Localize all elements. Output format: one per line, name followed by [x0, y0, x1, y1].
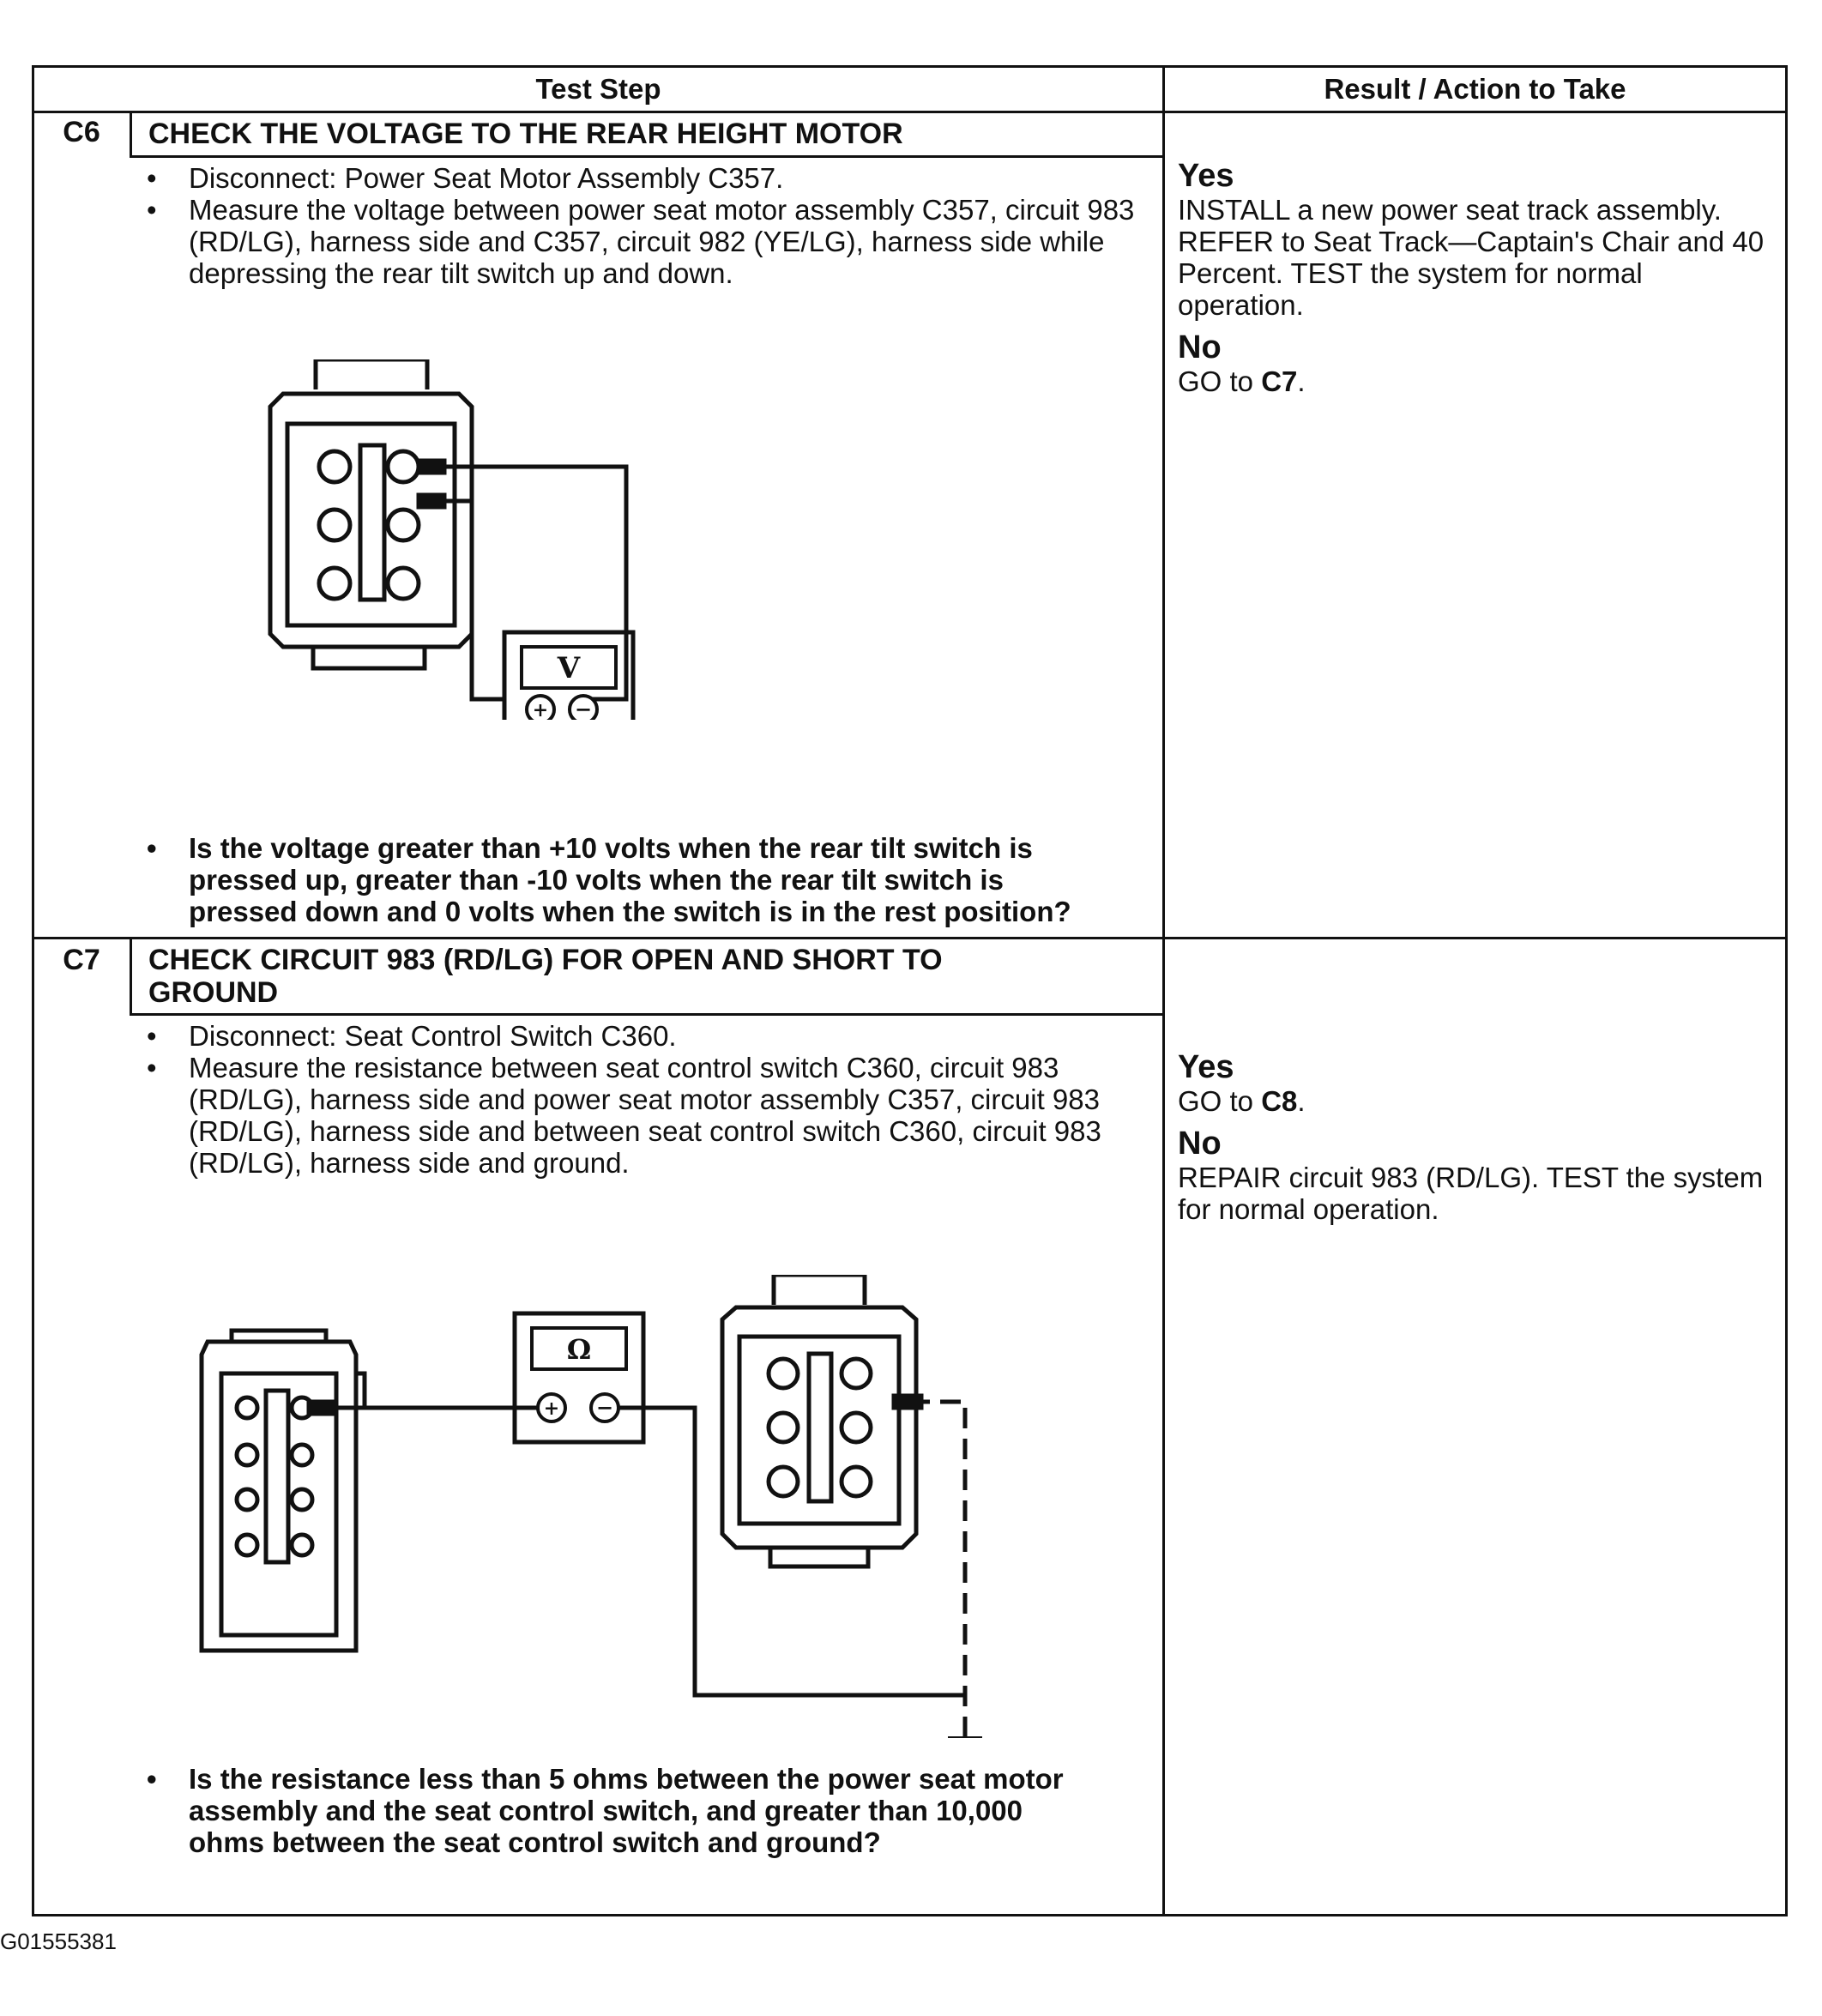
c6-question-text: • Is the voltage greater than +10 volts when the rear tilt switch is pressed up, greater than -10 volts when the rear tilt switch is pressed down and 0 volts when the switch is in the rest position?	[142, 832, 1085, 927]
c7-no-text: REPAIR circuit 983 (RD/LG). TEST the system for normal operation.	[1178, 1162, 1764, 1225]
step-title-c6: CHECK THE VOLTAGE TO THE REAR HEIGHT MOTOR	[148, 118, 903, 150]
c6-id-divider	[130, 111, 132, 155]
c6-no-ref: C7	[1261, 365, 1298, 397]
c6-bullet-1: • Disconnect: Power Seat Motor Assembly C357.	[142, 162, 1145, 194]
c6-voltage-diagram	[266, 359, 918, 720]
voltmeter-symbol: V	[557, 651, 581, 685]
svg-text:−: −	[574, 697, 593, 720]
header-divider	[34, 111, 1785, 113]
c7-id-divider	[130, 937, 132, 1013]
c7-yes-text: GO to C8.	[1178, 1085, 1306, 1117]
c6-result	[1178, 158, 1770, 406]
c357-connector	[270, 359, 472, 668]
svg-text:+: +	[543, 1397, 560, 1420]
c7-resistance-diagram	[197, 1275, 1055, 1738]
c7-bullet-2: • Measure the resistance between seat control switch C360, circuit 983 (RD/LG), harness side and power seat motor assembly C357, circuit 983 (RD/LG), harness side and between seat control switch C360, circuit 983 (RD/LG), harness side and ground.	[142, 1052, 1145, 1179]
ohmmeter	[515, 1313, 643, 1442]
c6-bullet-2: • Measure the voltage between power seat motor assembly C357, circuit 983 (RD/LG), harness side and C357, circuit 982 (YE/LG), harness side while depressing the rear tilt switch up and down.	[142, 194, 1145, 289]
c7-instructions	[142, 1020, 1145, 1179]
ohmmeter-symbol: Ω	[566, 1333, 592, 1366]
header-result: Result / Action to Take	[1324, 73, 1626, 105]
step-id-c6: C6	[63, 116, 100, 148]
c7-divider	[34, 937, 1785, 939]
c7-question-text: • Is the resistance less than 5 ohms between the power seat motor assembly and the seat control switch, and greater than 10,000 ohms between the seat control switch and ground?	[142, 1763, 1102, 1858]
c6-no-label: No	[1178, 329, 1222, 365]
c6-instructions	[142, 162, 1145, 289]
c7-question	[142, 1763, 1102, 1858]
c6-title-divider	[130, 155, 1162, 158]
c7-title-divider	[130, 1013, 1162, 1016]
c7-bullet-1: • Disconnect: Seat Control Switch C360.	[142, 1020, 1145, 1052]
c6-yes-label: Yes	[1178, 158, 1234, 194]
header-test-step: Test Step	[535, 73, 661, 105]
c360-connector	[202, 1331, 365, 1651]
c7-yes-label: Yes	[1178, 1049, 1234, 1085]
voltmeter	[504, 632, 633, 720]
c7-result	[1178, 1049, 1770, 1234]
c357-connector-2	[722, 1275, 916, 1566]
svg-text:−: −	[595, 1395, 614, 1420]
c6-yes-text: INSTALL a new power seat track assembly. REFER to Seat Track—Captain's Chair and 40 Percent. TEST the system for normal operation.	[1178, 194, 1765, 321]
figure-code: G01555381	[0, 1928, 117, 1954]
c7-yes-ref: C8	[1261, 1085, 1298, 1117]
step-title-c7: CHECK CIRCUIT 983 (RD/LG) FOR OPEN AND SHORT TO GROUND	[148, 944, 943, 1009]
svg-text:+: +	[532, 699, 549, 720]
step-id-c7: C7	[63, 944, 100, 976]
column-divider	[1162, 68, 1165, 1914]
c6-question	[142, 832, 1085, 927]
test-table	[32, 65, 1788, 1916]
c6-no-text: GO to C7.	[1178, 365, 1306, 397]
c7-no-label: No	[1178, 1126, 1222, 1162]
